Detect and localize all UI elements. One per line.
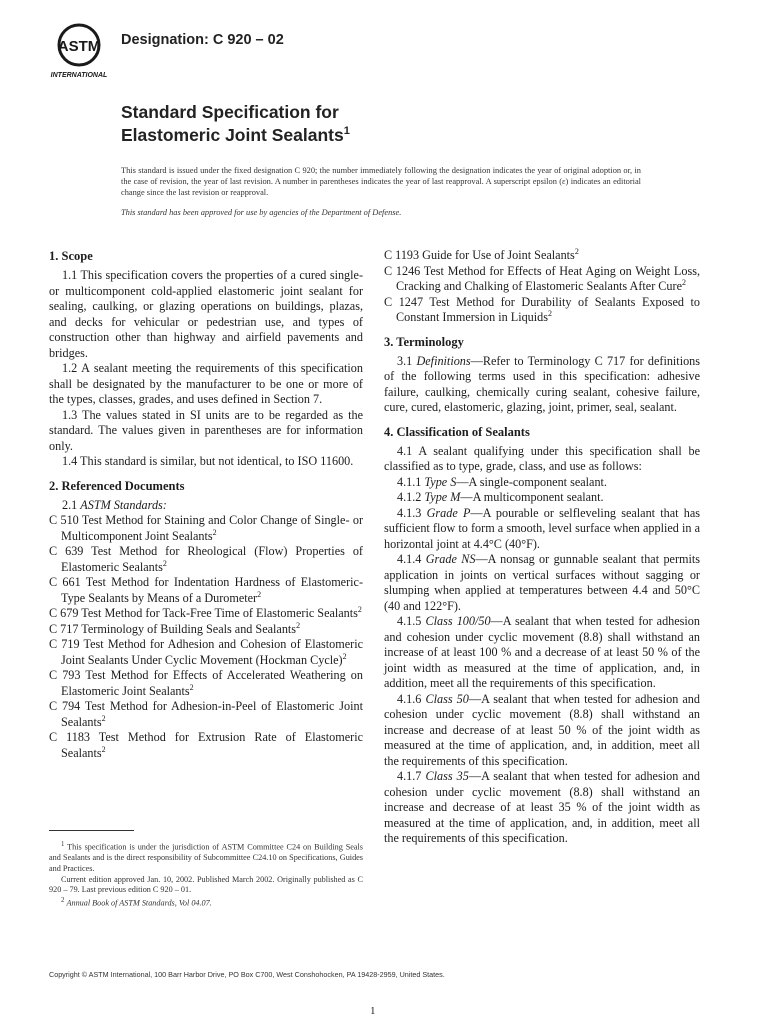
classification-intro: 4.1 A sealant qualifying under this specification shall be classified as to type, grade, class, and use as follows: bbox=[384, 443, 700, 473]
scope-p4: 1.4 This standard is similar, but not identical, to ISO 11600. bbox=[62, 454, 354, 468]
classification-item: 4.1.5 Class 100/50—A sealant that when tested for adhesion and cohesion under cyclic movement (8.8) shall withstand an increase of at least 100 % and a decrease of at least 50 % of the joint width as measured at the time of application, and, in addition, meet all the requirements of this specification. bbox=[384, 614, 700, 690]
section-heading-referenced: 2. Referenced Documents bbox=[49, 478, 185, 493]
classification-item: 4.1.7 Class 35—A sealant that when tested for adhesion and cohesion under cyclic movement (8.8) shall withstand an increase and decrease of at least 35 % of the joint width as measured at the time of application, and, in addition, meet all the requirements of this specification. bbox=[384, 769, 700, 845]
scope-p1: 1.1 This specification covers the properties of a cured single- or multicomponent cold-applied elastomeric joint sealant for sealing, caulking, or glazing operations on buildings, plazas, and decks for vehicular or pedestrian use, and types of construction other than highway and airfield pavements and bridges. bbox=[49, 268, 363, 360]
ref-item: C 1193 Guide for Use of Joint Sealants$^2$ bbox=[384, 246, 579, 262]
title-footnote-mark: 1 bbox=[343, 125, 350, 137]
standard-notice: This standard is issued under the fixed designation C 920; the number immediately following the designation indicates the year of original adoption or, in the case of revision, the year of last revision. A number in parentheses indicates the year of last reapproval. A superscript epsilon (ε) indicates an editorial change since the last revision or reapproval. bbox=[121, 166, 641, 197]
ref-item: C 1247 Test Method for Durability of Sealants Exposed to Constant Immersion in Liquids$^2$ bbox=[384, 294, 700, 324]
title-line-2: Elastomeric Joint Sealants$^1$ bbox=[121, 124, 350, 145]
left-column bbox=[49, 248, 363, 761]
classification-item: 4.1.4 Grade NS—A nonsag or gunnable sealant that permits application in joints on vertical surfaces without sagging or slumping when applied at temperatures between 4.4 and 50°C (40 and 122°F). bbox=[384, 552, 701, 613]
ref-item: C 679 Test Method for Tack-Free Time of Elastomeric Sealants$^2$ bbox=[49, 604, 362, 620]
ref-item: C 793 Test Method for Effects of Accelerated Weathering on Elastomeric Joint Sealants$^2$ bbox=[49, 668, 363, 698]
right-column bbox=[384, 248, 700, 847]
section-heading-classification: 4. Classification of Sealants bbox=[384, 424, 530, 439]
classification-item: 4.1.2 Type M—A multicomponent sealant. bbox=[397, 490, 604, 504]
footnote-2: $^2$ Annual Book of ASTM Standards, Vol 04.07. bbox=[61, 896, 212, 908]
logo-text: ASTM bbox=[57, 38, 101, 55]
ref-item: C 794 Test Method for Adhesion-in-Peel of Elastomeric Joint Sealants$^2$ bbox=[49, 699, 363, 729]
copyright: Copyright © ASTM International, 100 Barr Harbor Drive, PO Box C700, West Conshohocken, PA 19428-2959, United States. bbox=[49, 970, 445, 979]
scope-p3: 1.3 The values stated in SI units are to be regarded as the standard. The values given in parentheses are for information only. bbox=[49, 407, 363, 453]
astm-logo-icon bbox=[46, 18, 112, 80]
ref-item: C 510 Test Method for Staining and Color Change of Single- or Multicomponent Joint Sealants$^2$ bbox=[49, 513, 363, 543]
logo-subtext: INTERNATIONAL bbox=[50, 72, 108, 79]
footnotes bbox=[49, 840, 363, 909]
title-line-1: Standard Specification for bbox=[121, 102, 339, 122]
ref-item: C 661 Test Method for Indentation Hardness of Elastomeric-Type Sealants by Means of a Durometer$^2$ bbox=[49, 575, 363, 605]
ref-item: C 717 Terminology of Building Seals and Sealants$^2$ bbox=[49, 620, 301, 636]
page-number: 1 bbox=[370, 1005, 376, 1017]
terminology-definitions: 3.1 Definitions—Refer to Terminology C 717 for definitions of the following terms used in this specification: adhesive failure, caulking, chemically curing sealant, cohesive failure, cure, cured, elastomeric, glazing, joint, primer, seal, sealant. bbox=[384, 353, 701, 414]
footnote-rule bbox=[49, 830, 134, 831]
astm-logo bbox=[46, 18, 112, 80]
scope-p2: 1.2 A sealant meeting the requirements of this specification shall be designated by the manufacturer to be one or more of the types, classes, grades, and uses defined in Section 7. bbox=[49, 361, 363, 406]
ref-item: C 639 Test Method for Rheological (Flow) Properties of Elastomeric Sealants$^2$ bbox=[49, 544, 363, 574]
footnote-1: $^1$ This specification is under the jurisdiction of ASTM Committee C24 on Building Seals and Sealants and is the direct responsibility of Subcommittee C24.10 on Specifications, Guides and Practices. bbox=[49, 841, 363, 873]
footnote-1b: Current edition approved Jan. 10, 2002. Published March 2002. Originally published as C 920 – 79. Last previous edition C 920 – 01. bbox=[49, 874, 363, 895]
classification-item: 4.1.1 Type S—A single-component sealant. bbox=[397, 474, 607, 489]
ref-item: C 1246 Test Method for Effects of Heat Aging on Weight Loss, Cracking and Chalking of Elastomeric Sealants After Cure$^2$ bbox=[384, 263, 700, 293]
ref-item: C 719 Test Method for Adhesion and Cohesion of Elastomeric Joint Sealants Under Cyclic Movement (Hockman Cycle)$^2$ bbox=[49, 637, 363, 667]
classification-item: 4.1.6 Class 50—A sealant that when tested for adhesion and cohesion under cyclic movement (8.8) shall withstand an increase and decrease of at least 50 % of the joint width as measured at the time of application, and, in addition, meet all the requirements of this specification. bbox=[384, 691, 700, 768]
document-title bbox=[121, 103, 350, 145]
referenced-intro: 2.1 ASTM Standards: bbox=[62, 497, 167, 512]
designation: Designation: C 920 – 02 bbox=[121, 32, 284, 48]
section-heading-terminology: 3. Terminology bbox=[384, 334, 464, 349]
classification-item: 4.1.3 Grade P—A pourable or selfleveling sealant that has sufficient flow to form a smooth, level surface when applied in a horizontal joint at 4.4°C (40°F). bbox=[384, 505, 701, 551]
ref-item: C 1183 Test Method for Extrusion Rate of Elastomeric Sealants$^2$ bbox=[49, 730, 363, 760]
section-heading-scope: 1. Scope bbox=[49, 249, 93, 263]
dod-approval: This standard has been approved for use by agencies of the Department of Defense. bbox=[121, 208, 402, 217]
